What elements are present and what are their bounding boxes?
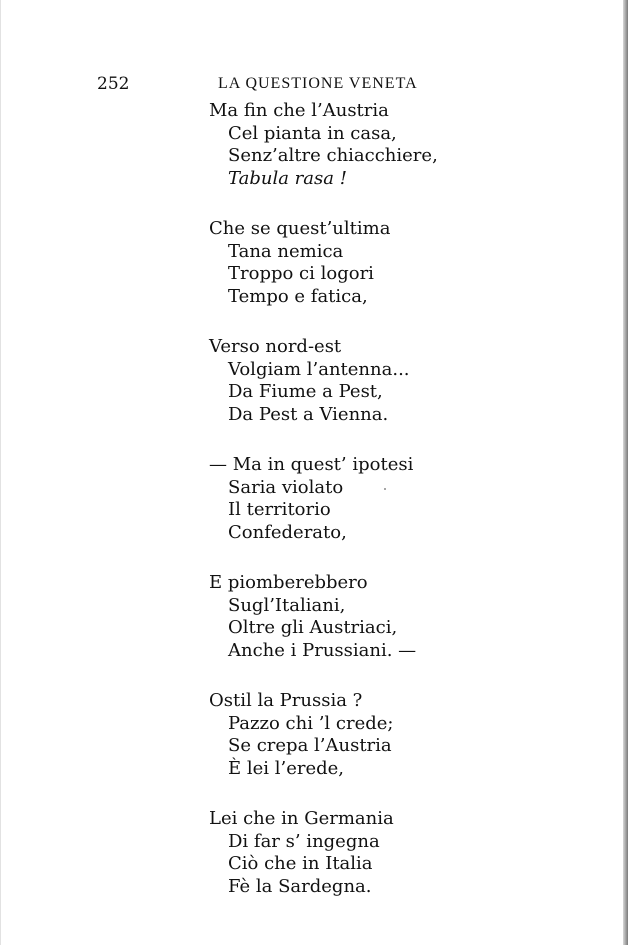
running-head-title: LA QUESTIONE VENETA (218, 75, 418, 92)
verse-line: Pazzo chi ’l crede; (228, 712, 394, 734)
stanza-5 (209, 572, 599, 662)
verse-line: Da Pest a Vienna. (228, 403, 389, 425)
paper-speck (384, 488, 386, 490)
verse-line: Confederato, (228, 521, 347, 543)
page-left-edge (0, 0, 1, 945)
stanza-3 (209, 336, 599, 426)
stanza-4 (209, 454, 599, 544)
verse-line: Ciò che in Italia (228, 853, 373, 874)
page-right-edge-shadow (623, 0, 628, 945)
verse-line: Senz’altre chiacchiere, (228, 145, 438, 166)
stanza-1 (209, 100, 599, 190)
verse-line: Saria violato (228, 476, 344, 498)
verse-line: Di far s’ ingegna (228, 830, 380, 852)
verse-line-italic: Tabula rasa ! (228, 167, 347, 189)
verse-line: E piomberebbero (209, 572, 368, 593)
verse-line: Volgiam l’antenna... (228, 358, 410, 380)
verse-line: Il territorio (228, 499, 331, 520)
verse-line: Che se quest’ultima (209, 218, 391, 239)
stanza-6 (209, 690, 599, 780)
page-number: 252 (97, 74, 130, 94)
verse-line: Ostil la Prussia ? (209, 690, 363, 711)
verse-line: È lei l’erede, (228, 757, 345, 779)
verse-line: — Ma in quest’ ipotesi (209, 454, 414, 475)
verse-line: Troppo ci logori (228, 263, 374, 284)
verse-line: Da Fiume a Pest, (228, 381, 383, 402)
verse-line: Tana nemica (228, 240, 344, 262)
stanza-2 (209, 218, 599, 308)
verse-line: Cel pianta in casa, (228, 122, 397, 144)
verse-line: Se crepa l’Austria (228, 735, 392, 756)
verse-line: Tempo e fatica, (228, 285, 368, 307)
verse-line: Oltre gli Austriaci, (228, 617, 398, 638)
verse-line: Fè la Sardegna. (228, 875, 372, 897)
stanza-7 (209, 808, 599, 898)
verse-line: Lei che in Germania (209, 808, 394, 829)
verse-line: Sugl’Italiani, (228, 594, 346, 616)
poem-text (209, 100, 599, 926)
page-header (97, 72, 425, 96)
verse-line: Anche i Prussiani. — (228, 639, 417, 661)
verse-line: Verso nord-est (209, 336, 342, 357)
verse-line: Ma fin che l’Austria (209, 100, 389, 121)
